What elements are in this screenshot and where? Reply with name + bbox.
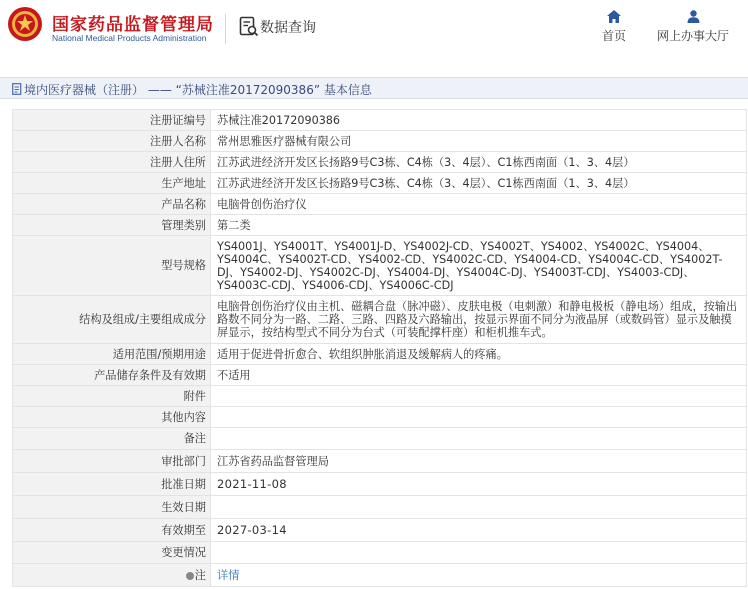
brand-name-en[interactable]: National Medical Products Administration <box>52 33 207 43</box>
nav-hall-label: 网上办事大厅 <box>656 29 729 43</box>
field-label: 其他内容 <box>13 407 211 428</box>
home-icon <box>607 10 621 23</box>
field-label: 注册人住所 <box>13 152 211 173</box>
table-row <box>13 194 747 215</box>
table-row <box>13 152 747 173</box>
field-label: 产品名称 <box>13 194 211 215</box>
nav-home-label: 首页 <box>601 29 626 43</box>
field-value: 电脑骨创伤治疗仪由主机、磁耦合盘（脉冲磁）、皮肤电极（电刺激）和静电极板（静电场）组成，按输出路数不同分为一路、二路、三路、四路及六路输出，按显示界面不同分为液晶屏（或数码管）显示及触摸屏显示，按结构型式不同分为台式（可装配撑杆座）和柜机推车式。 <box>211 296 747 344</box>
field-label: 结构及组成/主要组成成分 <box>13 296 211 344</box>
header-divider <box>225 14 226 44</box>
brand-name-cn[interactable]: 国家药品监督管理局 <box>52 15 214 35</box>
field-label: 生产地址 <box>13 173 211 194</box>
note-label-cell <box>13 564 211 587</box>
table-row <box>13 386 747 407</box>
field-label: 有效期至 <box>13 519 211 542</box>
nav-home[interactable] <box>594 10 634 50</box>
field-label: 适用范围/预期用途 <box>13 344 211 365</box>
table-row <box>13 110 747 131</box>
field-label: 注册证编号 <box>13 110 211 131</box>
data-query-icon <box>239 16 259 38</box>
user-icon <box>687 10 700 23</box>
field-value <box>211 407 747 428</box>
field-label: 产品储存条件及有效期 <box>13 365 211 386</box>
table-row <box>13 365 747 386</box>
field-label: 审批部门 <box>13 450 211 473</box>
table-row <box>13 215 747 236</box>
table-row <box>13 236 747 296</box>
field-value: 江苏武进经济开发区长扬路9号C3栋、C4栋（3、4层）、C1栋西南面（1、3、4层） <box>211 152 747 173</box>
field-value <box>211 386 747 407</box>
table-row <box>13 296 747 344</box>
field-label: 型号规格 <box>13 236 211 296</box>
table-row <box>13 407 747 428</box>
field-label: 批准日期 <box>13 473 211 496</box>
field-value <box>211 496 747 519</box>
table-row <box>13 428 747 450</box>
table-row <box>13 564 747 587</box>
field-value: 2027-03-14 <box>211 519 747 542</box>
field-label: 附件 <box>13 386 211 407</box>
table-row <box>13 496 747 519</box>
field-label: 管理类别 <box>13 215 211 236</box>
field-label: 备注 <box>13 428 211 450</box>
field-label: 生效日期 <box>13 496 211 519</box>
table-row <box>13 473 747 496</box>
field-value: 2021-11-08 <box>211 473 747 496</box>
registration-info-table <box>12 109 747 587</box>
field-value: 苏械注准20172090386 <box>211 110 747 131</box>
field-value: 第二类 <box>211 215 747 236</box>
pin-icon <box>186 572 194 580</box>
table-row <box>13 542 747 564</box>
record-title: 境内医疗器械（注册） —— “苏械注准20172090386” 基本信息 <box>24 83 372 97</box>
table-row <box>13 131 747 152</box>
details-link[interactable]: 详情 <box>217 568 240 582</box>
field-value <box>211 564 747 587</box>
field-value: 江苏武进经济开发区长扬路9号C3栋、C4栋（3、4层）、C1栋西南面（1、3、4层） <box>211 173 747 194</box>
field-value <box>211 428 747 450</box>
data-query-label[interactable]: 数据查询 <box>260 20 316 36</box>
emblem-logo[interactable] <box>7 6 43 42</box>
site-header <box>0 0 748 62</box>
field-value: YS4001J、YS4001T、YS4001J-D、YS4002J-CD、YS4002T、YS4002、YS4002C、YS4004、YS4004C、YS4002T-CD、YS4002-CD、YS4002C-CD、YS4004-CD、YS4004C-CD、YS4002T-DJ、YS4002-DJ、YS4002C-DJ、YS4004-DJ、YS4004C-DJ、YS4003T-CDJ、YS4003-CDJ、YS4003C-CDJ、YS4006-CDJ、YS4006C-CDJ <box>211 236 747 296</box>
field-value: 不适用 <box>211 365 747 386</box>
field-label: 注 <box>194 568 206 582</box>
table-row <box>13 173 747 194</box>
field-label: 变更情况 <box>13 542 211 564</box>
document-icon <box>12 83 23 95</box>
field-value: 适用于促进骨折愈合、软组织肿胀消退及缓解病人的疼痛。 <box>211 344 747 365</box>
field-value <box>211 542 747 564</box>
table-row <box>13 519 747 542</box>
field-value: 常州思雅医疗器械有限公司 <box>211 131 747 152</box>
nav-online-service-hall[interactable] <box>650 10 736 50</box>
table-row <box>13 450 747 473</box>
record-title-bar <box>0 77 748 99</box>
field-value: 电脑骨创伤治疗仪 <box>211 194 747 215</box>
field-label: 注册人名称 <box>13 131 211 152</box>
field-value: 江苏省药品监督管理局 <box>211 450 747 473</box>
table-row <box>13 344 747 365</box>
